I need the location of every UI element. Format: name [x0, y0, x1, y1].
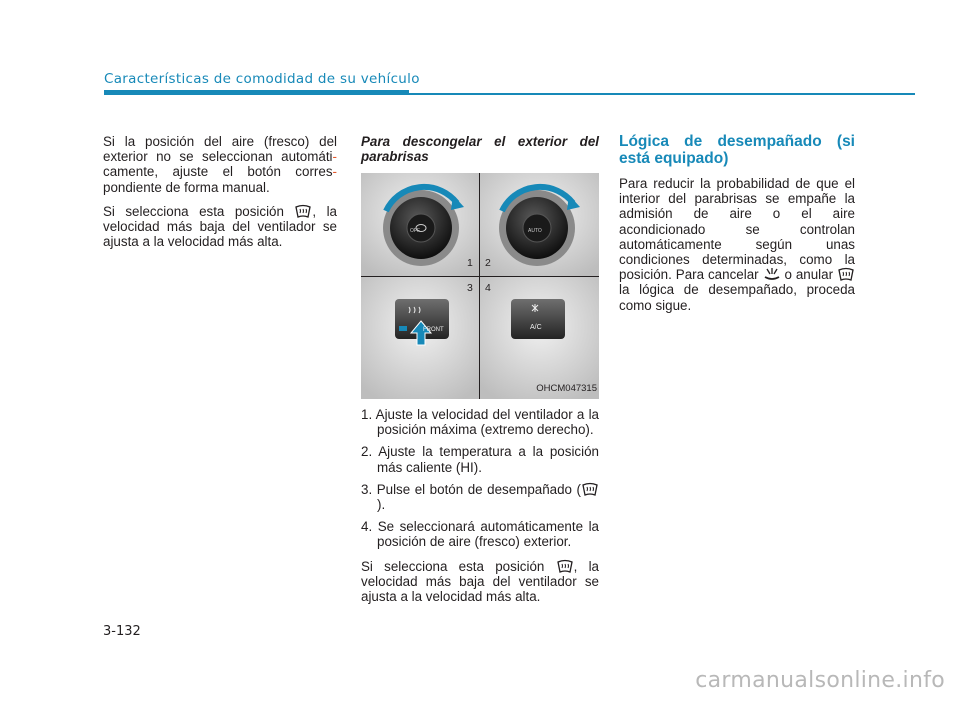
paragraph-manual-air: [103, 134, 337, 195]
paragraph-defrost-position: [103, 204, 337, 250]
step-item: 2. Ajuste la temperatura a la posición más caliente (HI).: [361, 444, 599, 475]
text-run: 3. Pulse el botón de desempañado (: [361, 481, 581, 497]
heading-defog-logic: Lógica de desempañado (si está equipado): [619, 133, 855, 167]
column-3: [619, 134, 855, 322]
button-label-ac: A/C: [530, 324, 542, 331]
knob-label-auto: AUTO: [528, 228, 542, 234]
section-title: Características de comodidad de su vehículo: [104, 71, 420, 87]
text-run: Si selecciona esta posición: [361, 558, 556, 574]
figure-divider-horizontal: [361, 276, 599, 277]
column-1: [103, 134, 337, 258]
hyphen: -: [332, 149, 337, 165]
climate-controls-illustration: [361, 173, 599, 399]
front-defog-icon: [763, 267, 781, 282]
quadrant-label-1: 1: [467, 257, 473, 269]
windshield-defrost-icon: [294, 204, 312, 219]
windshield-defrost-icon: [837, 267, 855, 282]
step-item: 4. Se seleccionará automáticamente la posición de aire (fresco) exterior.: [361, 519, 599, 550]
subheading-defrost-exterior: Para descongelar el exterior del parabrisas: [361, 134, 599, 164]
text-run: Si la posición del aire (fresco) del exterior no se seleccionan automáti: [103, 134, 337, 165]
page-number: 3-132: [103, 624, 141, 639]
text-run: o anular: [780, 267, 837, 283]
column-2: [361, 134, 599, 613]
text-run: , la velocidad más baja del ventilador se ajusta a la velocidad más alta.: [103, 203, 337, 250]
header-bar-thin: [409, 93, 915, 95]
text-run: , la velocidad más baja del ventilador se ajusta a la velocidad más alta.: [361, 558, 599, 605]
paragraph-defrost-position: [361, 559, 599, 605]
figure-caption: OHCM047315: [536, 382, 597, 394]
quadrant-label-2: 2: [485, 257, 491, 269]
text-run: camente, ajuste el botón corres: [103, 164, 333, 180]
quadrant-label-3: 3: [467, 282, 473, 294]
climate-control-figure: [361, 173, 599, 399]
paragraph-defog-logic: [619, 176, 855, 313]
text-run: la lógica de desempañado, proceda como sigue.: [619, 282, 855, 313]
quadrant-label-4: 4: [485, 282, 491, 294]
header-bar-thick: [104, 90, 409, 95]
text-run: Si selecciona esta posición: [103, 203, 295, 219]
knob-label-off: OFF: [410, 228, 420, 234]
figure-divider-vertical: [479, 173, 480, 399]
step-item: [361, 482, 599, 512]
windshield-defrost-icon: [581, 482, 599, 497]
windshield-defrost-icon: [556, 559, 574, 574]
step-item: 1. Ajuste la velocidad del ventilador a la posición máxima (extremo derecho).: [361, 407, 599, 438]
button-label-front: FRONT: [423, 327, 444, 333]
watermark: carmanualsonline.info: [695, 668, 945, 693]
hyphen: -: [332, 164, 337, 180]
defrost-steps: [361, 407, 599, 550]
text-run: pondiente de forma manual.: [103, 179, 270, 195]
text-run: Para reducir la probabilidad de que el interior del parabrisas se empañe la admisión de aire o el aire acondicionado se controlan automáticamente según unas condiciones determinadas, como la posición. Para cancelar: [619, 176, 855, 283]
text-run: ).: [377, 497, 386, 513]
